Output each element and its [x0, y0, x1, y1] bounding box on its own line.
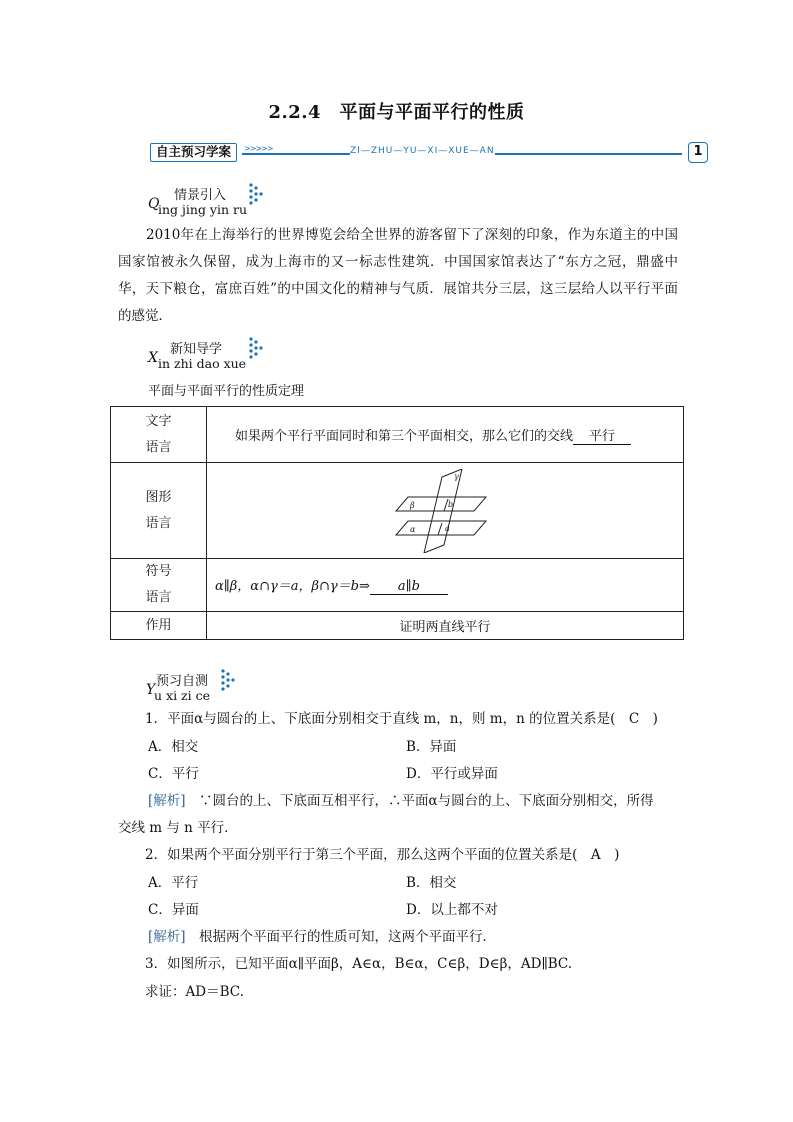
- section-title: 新知导学: [170, 342, 223, 357]
- option: A．相交: [148, 739, 199, 755]
- option: D．平行或异面: [406, 766, 498, 782]
- chevron-dots-icon: [220, 668, 236, 692]
- banner-arrows: >>>>>: [244, 144, 273, 153]
- table-row: [111, 612, 684, 640]
- analysis-1-cont: 交线 m 与 n 平行．: [118, 820, 238, 836]
- row-figure: [207, 463, 684, 559]
- banner-label: 自主预习学案: [150, 143, 237, 162]
- page-title: 2.2.4 平面与平面平行的性质: [268, 102, 525, 123]
- question-3-proof: 求证：AD＝BC.: [145, 984, 244, 1000]
- answer-blank: 平行: [573, 425, 631, 445]
- section-title: 情景引入: [174, 188, 227, 203]
- section-pinyin: u xi zi ce: [154, 688, 210, 703]
- row-content: α∥β，α∩γ＝a，β∩γ＝b⇒ a∥b: [207, 559, 684, 612]
- question-1-stem: 1．平面α与圆台的上、下底面分别相交于直线 m，n，则 m，n 的位置关系是( C ): [145, 711, 658, 727]
- section-letter: X: [148, 350, 158, 366]
- row-content: 证明两直线平行: [207, 612, 684, 640]
- row-label: 符号 语言: [111, 559, 207, 612]
- table-row: [111, 407, 684, 463]
- planes-figure: [390, 469, 500, 553]
- option: B．相交: [406, 875, 457, 891]
- question-3-stem: 3．如图所示，已知平面α∥平面β，A∈α，B∈α，C∈β，D∈β，AD∥BC.: [145, 956, 573, 972]
- section-pinyin: in zhi dao xue: [158, 356, 247, 371]
- chevron-dots-icon: [248, 336, 264, 360]
- row-content: 如果两个平行平面同时和第三个平面相交，那么它们的交线 平行: [207, 407, 684, 463]
- section-header-intro: [148, 182, 348, 222]
- option: B．异面: [406, 739, 457, 755]
- answer-blank: a∥b: [370, 579, 448, 595]
- intro-paragraph: [118, 222, 678, 330]
- analysis-1: [解析] ∵圆台的上、下底面互相平行，∴平面α与圆台的上、下底面分别相交，所得: [148, 793, 654, 809]
- analysis-2: [解析] 根据两个平面平行的性质可知，这两个平面平行．: [148, 929, 497, 945]
- section-letter: Q: [148, 196, 160, 212]
- label-alpha: α: [410, 524, 416, 534]
- section-letter: Y: [146, 682, 156, 698]
- option: A．平行: [148, 875, 199, 891]
- option: D．以上都不对: [406, 902, 498, 918]
- row-label: 图形 语言: [111, 463, 207, 559]
- question-2-stem: 2．如果两个平面分别平行于第三个平面，那么这两个平面的位置关系是( A ): [145, 847, 620, 863]
- property-table: [110, 406, 684, 640]
- table-row: [111, 463, 684, 559]
- section-header-self: [146, 668, 346, 708]
- analysis-tag: [解析]: [148, 793, 186, 809]
- chevron-dots-icon: [248, 182, 264, 206]
- analysis-tag: [解析]: [148, 929, 186, 945]
- section-title: 预习自测: [156, 674, 209, 689]
- option: C．异面: [148, 902, 199, 918]
- theorem-title: 平面与平面平行的性质定理: [148, 384, 305, 399]
- section-header-new: [148, 336, 348, 376]
- banner-pinyin: ZI—ZHU—YU—XI—XUE—AN: [350, 146, 495, 156]
- option: C．平行: [148, 766, 199, 782]
- row-label: 文字 语言: [111, 407, 207, 463]
- table-row: [111, 559, 684, 612]
- label-gamma: γ: [454, 471, 459, 481]
- banner-number: 1: [688, 142, 708, 163]
- intro-text: 2010年在上海举行的世界博览会给全世界的游客留下了深刻的印象，作为东道主的中国国家馆被永久保留，成为上海市的又一标志性建筑．中国国家馆表达了“东方之冠，鼎盛中华，天下粮仓，富庶百姓”的中国文化的精神与气质．展馆共分三层，这三层给人以平行平面的感觉．: [118, 227, 678, 324]
- label-beta: β: [410, 500, 415, 510]
- section-banner: [150, 140, 710, 164]
- label-a: a: [445, 523, 450, 533]
- row-label: 作用: [111, 612, 207, 640]
- section-pinyin: ing jing yin ru: [158, 202, 248, 217]
- label-b: b: [448, 499, 454, 509]
